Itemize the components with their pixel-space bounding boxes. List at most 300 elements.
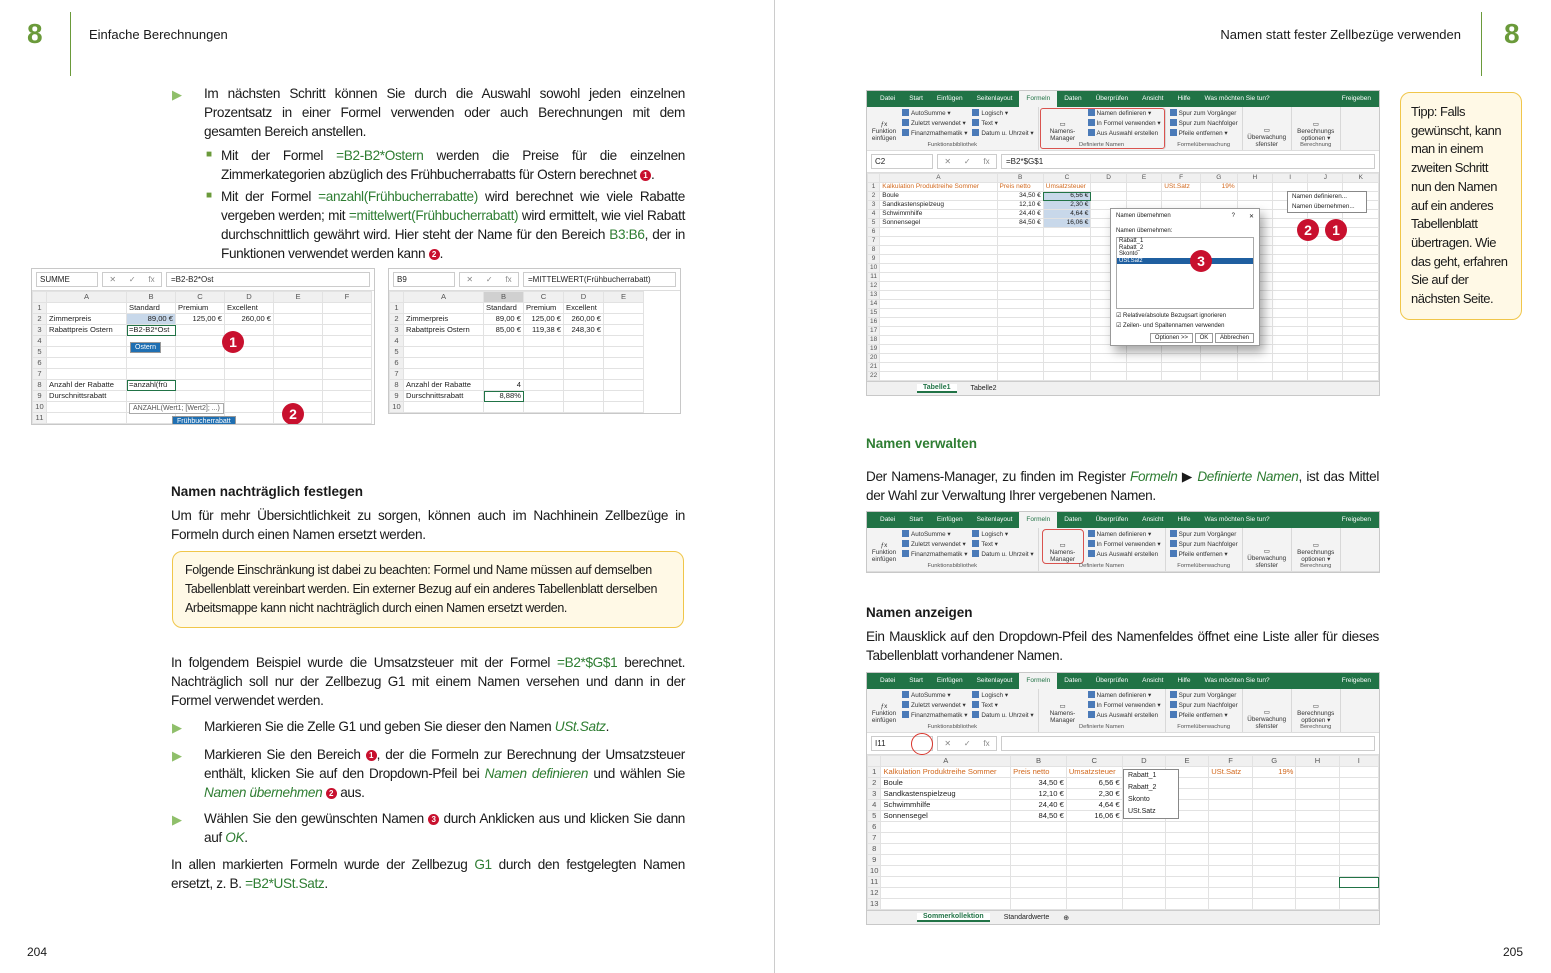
cell[interactable] (225, 369, 274, 380)
sheet-tab[interactable]: Tabelle1 (917, 384, 957, 393)
cell[interactable]: Sonnensegel (881, 811, 1011, 822)
ribbon-tab[interactable]: Was möchten Sie tun? (1204, 677, 1270, 684)
cell[interactable] (1343, 264, 1379, 273)
cell[interactable] (484, 336, 524, 347)
cell[interactable] (881, 866, 1011, 877)
ribbon-large-button[interactable] (871, 109, 897, 142)
cell[interactable] (1165, 877, 1208, 888)
cell[interactable] (1339, 833, 1378, 844)
cell[interactable] (1066, 833, 1122, 844)
cell[interactable] (880, 318, 997, 327)
cell[interactable] (274, 380, 323, 391)
ribbon-button[interactable] (1170, 530, 1238, 538)
cell[interactable] (1252, 822, 1295, 833)
cell[interactable]: 34,50 € (997, 192, 1043, 201)
column-header[interactable]: B (484, 292, 524, 303)
cell[interactable] (1011, 899, 1067, 910)
name-box[interactable]: SUMME (36, 272, 98, 287)
cell[interactable] (1343, 255, 1379, 264)
close-icon[interactable]: ✕ (1248, 214, 1254, 220)
cell[interactable] (1343, 219, 1379, 228)
cell[interactable] (880, 237, 997, 246)
cell[interactable] (1162, 372, 1201, 381)
cell[interactable] (1066, 855, 1122, 866)
cell[interactable] (404, 402, 484, 413)
cell[interactable] (323, 391, 372, 402)
cell[interactable]: 24,40 € (997, 210, 1043, 219)
cell[interactable] (1273, 372, 1308, 381)
cell[interactable] (1273, 282, 1308, 291)
cell[interactable]: 16,06 € (1066, 811, 1122, 822)
list-item[interactable]: Rabatt_1 (1119, 238, 1144, 244)
cell[interactable] (880, 228, 997, 237)
cell[interactable] (1209, 866, 1253, 877)
cell[interactable] (1237, 354, 1273, 363)
cell[interactable] (1308, 372, 1343, 381)
cell[interactable] (176, 369, 225, 380)
ribbon-tab[interactable]: Überprüfen (1095, 677, 1129, 684)
cell[interactable] (1273, 345, 1308, 354)
checkbox-use-names[interactable]: ☑ Zeilen- und Spaltennamen verwenden (1116, 323, 1225, 329)
column-header[interactable]: I (1273, 174, 1308, 183)
ribbon-tab[interactable]: Seitenlayout (976, 95, 1013, 102)
cell[interactable] (127, 391, 176, 402)
cell[interactable] (604, 369, 644, 380)
list-item[interactable]: Rabatt_2 (1119, 244, 1144, 251)
cell[interactable] (1126, 363, 1161, 372)
row-header[interactable]: 1 (868, 767, 881, 778)
cell[interactable] (1091, 183, 1127, 192)
cell[interactable] (997, 327, 1043, 336)
ribbon-large-button[interactable] (1043, 530, 1083, 563)
row-header[interactable]: 7 (33, 369, 47, 380)
cell[interactable] (404, 303, 484, 314)
column-header[interactable]: A (881, 756, 1011, 767)
cell[interactable] (1043, 246, 1091, 255)
cell[interactable] (1043, 345, 1091, 354)
cell[interactable] (1043, 237, 1091, 246)
ribbon-button[interactable] (902, 711, 967, 719)
column-header[interactable]: E (604, 292, 644, 303)
cell[interactable] (1043, 354, 1091, 363)
row-header[interactable]: 21 (868, 363, 880, 372)
column-header[interactable]: C (176, 292, 225, 303)
cell[interactable] (1237, 363, 1273, 372)
cell[interactable] (1343, 336, 1379, 345)
cell[interactable] (1273, 246, 1308, 255)
cell[interactable]: 12,10 € (1011, 789, 1067, 800)
ribbon-tab[interactable]: Seitenlayout (976, 677, 1013, 684)
cell[interactable] (880, 273, 997, 282)
ribbon-button[interactable] (1088, 691, 1161, 699)
cell[interactable] (1126, 192, 1161, 201)
cell[interactable]: Sonnensegel (880, 219, 997, 228)
cell[interactable]: 260,00 € (225, 314, 274, 325)
cell[interactable] (1043, 300, 1091, 309)
ribbon-large-button[interactable] (1247, 530, 1287, 569)
ribbon-button[interactable] (902, 550, 967, 558)
cell[interactable]: Sandkastenspielzeug (880, 201, 997, 210)
row-header[interactable]: 10 (868, 866, 881, 877)
cell[interactable] (1122, 833, 1165, 844)
formula-input[interactable]: =B2*$G$1 (1001, 154, 1375, 169)
cell[interactable] (880, 354, 997, 363)
cell[interactable] (1273, 309, 1308, 318)
ribbon-tab[interactable]: Überprüfen (1095, 95, 1129, 102)
column-header[interactable]: B (1011, 756, 1067, 767)
dropdown-item[interactable]: Namen übernehmen... (1292, 203, 1355, 210)
ribbon-large-button[interactable] (1296, 691, 1336, 724)
row-header[interactable]: 3 (868, 201, 880, 210)
cell[interactable] (323, 314, 372, 325)
sheet-tab[interactable]: Sommerkollektion (917, 913, 990, 922)
cell[interactable] (1339, 800, 1378, 811)
row-header[interactable]: 18 (868, 336, 880, 345)
cell[interactable] (274, 314, 323, 325)
list-item[interactable]: Skonto (1119, 251, 1138, 257)
cell[interactable] (274, 303, 323, 314)
confirm-icon[interactable]: ✓ (128, 275, 136, 284)
cell[interactable] (1339, 822, 1378, 833)
ribbon-button[interactable] (972, 109, 1033, 117)
cell[interactable] (1343, 291, 1379, 300)
cell[interactable] (1252, 789, 1295, 800)
cell[interactable]: Preis netto (1011, 767, 1067, 778)
cell[interactable] (1343, 309, 1379, 318)
cell[interactable] (604, 358, 644, 369)
confirm-icon[interactable]: ✓ (485, 275, 493, 284)
row-header[interactable]: 20 (868, 354, 880, 363)
ribbon-button[interactable] (1170, 540, 1238, 548)
cell[interactable]: Sandkastenspielzeug (881, 789, 1011, 800)
column-header[interactable]: C (1043, 174, 1091, 183)
cell[interactable] (524, 369, 564, 380)
cell[interactable] (47, 402, 127, 413)
cell[interactable] (880, 309, 997, 318)
cell[interactable] (1209, 822, 1253, 833)
cell[interactable] (1339, 855, 1378, 866)
cell[interactable] (997, 345, 1043, 354)
cell[interactable]: =B2-B2*Ost (127, 325, 176, 336)
row-header[interactable]: 22 (868, 372, 880, 381)
row-header[interactable]: 6 (868, 228, 880, 237)
cell[interactable] (1273, 264, 1308, 273)
cell[interactable] (1273, 273, 1308, 282)
cell[interactable] (1011, 888, 1067, 899)
ribbon-button[interactable] (1170, 550, 1238, 558)
column-header[interactable]: H (1237, 174, 1273, 183)
ribbon-button[interactable] (1170, 129, 1238, 137)
cell[interactable] (47, 336, 127, 347)
cell[interactable] (1122, 844, 1165, 855)
column-header[interactable]: H (1296, 756, 1339, 767)
cell[interactable] (1308, 291, 1343, 300)
cell[interactable] (880, 336, 997, 345)
column-header[interactable]: I (1339, 756, 1378, 767)
cell[interactable] (604, 325, 644, 336)
cell[interactable]: Umsatzsteuer (1043, 183, 1091, 192)
cell[interactable] (997, 300, 1043, 309)
ribbon-button[interactable] (902, 530, 967, 538)
cell[interactable] (404, 358, 484, 369)
name-box[interactable]: I11 (871, 736, 933, 751)
cell[interactable] (127, 358, 176, 369)
cell[interactable]: 260,00 € (564, 314, 604, 325)
cell[interactable] (564, 336, 604, 347)
cell[interactable]: 125,00 € (524, 314, 564, 325)
cell[interactable] (1011, 866, 1067, 877)
dropdown-item[interactable]: Skonto (1128, 796, 1150, 803)
cell[interactable] (1209, 877, 1253, 888)
cell[interactable] (1011, 855, 1067, 866)
cell[interactable]: 8,88% (484, 391, 524, 402)
row-header[interactable]: 2 (868, 778, 881, 789)
cell[interactable] (1296, 888, 1339, 899)
formula-input[interactable] (1001, 736, 1375, 751)
row-header[interactable]: 6 (868, 822, 881, 833)
cell[interactable] (1043, 255, 1091, 264)
cell[interactable] (274, 325, 323, 336)
cell[interactable] (564, 347, 604, 358)
cell[interactable] (323, 347, 372, 358)
cell[interactable] (404, 336, 484, 347)
cell[interactable] (997, 354, 1043, 363)
cell[interactable] (225, 358, 274, 369)
cell[interactable] (225, 380, 274, 391)
cell[interactable] (1011, 822, 1067, 833)
cell[interactable] (881, 855, 1011, 866)
cell[interactable] (1343, 372, 1379, 381)
column-header[interactable]: E (274, 292, 323, 303)
row-header[interactable]: 1 (868, 183, 880, 192)
cell[interactable] (1273, 318, 1308, 327)
cell[interactable] (1252, 888, 1295, 899)
row-header[interactable]: 11 (33, 413, 47, 424)
cell[interactable] (1091, 363, 1127, 372)
column-header[interactable]: D (225, 292, 274, 303)
cell[interactable] (1165, 866, 1208, 877)
cell[interactable]: Boule (880, 192, 997, 201)
corner-cell[interactable] (390, 292, 404, 303)
cell[interactable] (1066, 888, 1122, 899)
cancel-button[interactable]: Abbrechen (1215, 333, 1254, 343)
confirm-icon[interactable]: ✓ (963, 739, 971, 748)
row-header[interactable]: 5 (868, 219, 880, 228)
cell[interactable] (225, 391, 274, 402)
ribbon-large-button[interactable] (1247, 691, 1287, 730)
ribbon-tab[interactable]: Einfügen (936, 677, 963, 684)
cell[interactable] (1126, 372, 1161, 381)
cell[interactable] (1339, 789, 1378, 800)
cell[interactable] (1209, 844, 1253, 855)
cell[interactable] (1339, 844, 1378, 855)
cell[interactable] (1308, 273, 1343, 282)
cell[interactable] (323, 380, 372, 391)
sheet-tab[interactable]: Tabelle2 (970, 385, 997, 392)
cell[interactable] (1209, 778, 1253, 789)
column-header[interactable]: D (1091, 174, 1127, 183)
cancel-icon[interactable]: ✕ (944, 157, 952, 166)
cell[interactable] (880, 282, 997, 291)
cell[interactable] (1126, 354, 1161, 363)
column-header[interactable]: E (1165, 756, 1208, 767)
cell[interactable] (127, 413, 176, 424)
column-header[interactable]: G (1252, 756, 1295, 767)
corner-cell[interactable] (868, 756, 881, 767)
row-header[interactable]: 5 (33, 347, 47, 358)
cell[interactable] (881, 877, 1011, 888)
ribbon-button[interactable] (1088, 530, 1161, 538)
ribbon-tab[interactable]: Hilfe (1177, 677, 1191, 684)
cell[interactable] (1296, 899, 1339, 910)
cell[interactable] (176, 347, 225, 358)
fx-icon[interactable]: fx (505, 275, 512, 284)
cell[interactable]: Durschnittsrabatt (404, 391, 484, 402)
cell[interactable]: 24,40 € (1011, 800, 1067, 811)
ribbon-tab[interactable]: Datei (880, 516, 896, 523)
cell[interactable]: Anzahl der Rabatte (404, 380, 484, 391)
cell[interactable]: 4,64 € (1043, 210, 1091, 219)
column-header[interactable]: F (1162, 174, 1201, 183)
ribbon-button[interactable] (972, 711, 1033, 719)
cell[interactable]: 84,50 € (1011, 811, 1067, 822)
cell[interactable]: USt.Satz (1209, 767, 1253, 778)
names-listbox[interactable] (1116, 237, 1254, 309)
cell[interactable] (404, 347, 484, 358)
cell[interactable]: =anzahl(frü (127, 380, 176, 391)
cell[interactable] (880, 255, 997, 264)
cell[interactable] (1162, 354, 1201, 363)
cell[interactable] (1237, 372, 1273, 381)
row-header[interactable]: 9 (868, 855, 881, 866)
cell[interactable] (564, 358, 604, 369)
ribbon-tab[interactable]: Einfügen (936, 95, 963, 102)
cell[interactable] (1043, 228, 1091, 237)
row-header[interactable]: 10 (868, 264, 880, 273)
cell[interactable] (1091, 354, 1127, 363)
formula-input[interactable]: =MITTELWERT(Frühbucherrabatt) (523, 272, 676, 287)
row-header[interactable]: 15 (868, 309, 880, 318)
ribbon-tab[interactable]: Was möchten Sie tun? (1204, 516, 1270, 523)
name-box[interactable]: C2 (871, 154, 933, 169)
cell[interactable] (1252, 800, 1295, 811)
cell[interactable] (274, 347, 323, 358)
cell[interactable] (880, 327, 997, 336)
cell[interactable] (1162, 192, 1201, 201)
cell[interactable] (274, 391, 323, 402)
ribbon-tab[interactable]: Seitenlayout (976, 516, 1013, 523)
cell[interactable] (484, 358, 524, 369)
cell[interactable] (484, 347, 524, 358)
ribbon-tab[interactable]: Hilfe (1177, 95, 1191, 102)
cell[interactable]: 84,50 € (997, 219, 1043, 228)
row-header[interactable]: 16 (868, 318, 880, 327)
cell[interactable] (1343, 228, 1379, 237)
cell[interactable] (604, 336, 644, 347)
cell[interactable] (997, 282, 1043, 291)
cell[interactable] (1343, 237, 1379, 246)
ribbon-tab[interactable]: Start (909, 516, 923, 523)
row-header[interactable]: 2 (868, 192, 880, 201)
row-header[interactable]: 4 (868, 800, 881, 811)
row-header[interactable]: 13 (868, 291, 880, 300)
dropdown-item[interactable]: USt.Satz (1128, 808, 1156, 815)
cell[interactable] (1043, 336, 1091, 345)
cell[interactable]: Anzahl der Rabatte (47, 380, 127, 391)
cell[interactable] (1200, 372, 1237, 381)
row-header[interactable]: 2 (390, 314, 404, 325)
column-header[interactable]: D (564, 292, 604, 303)
cell[interactable]: 125,00 € (176, 314, 225, 325)
cell[interactable]: Excellent (225, 303, 274, 314)
cell[interactable]: Rabattpreis Ostern (47, 325, 127, 336)
row-header[interactable]: 17 (868, 327, 880, 336)
row-header[interactable]: 9 (33, 391, 47, 402)
cell[interactable] (997, 246, 1043, 255)
row-header[interactable]: 1 (390, 303, 404, 314)
ribbon-button[interactable] (1088, 129, 1161, 137)
column-header[interactable]: B (127, 292, 176, 303)
row-header[interactable]: 8 (33, 380, 47, 391)
cell[interactable] (1252, 899, 1295, 910)
cell[interactable] (1200, 192, 1237, 201)
fx-icon[interactable]: fx (983, 157, 990, 166)
column-header[interactable]: F (323, 292, 372, 303)
ribbon-button[interactable] (972, 701, 1033, 709)
cell[interactable]: 4 (484, 380, 524, 391)
cell[interactable] (1165, 844, 1208, 855)
row-header[interactable]: 10 (33, 402, 47, 413)
cell[interactable] (1162, 363, 1201, 372)
ribbon-button[interactable] (972, 691, 1033, 699)
cell[interactable] (323, 325, 372, 336)
cell[interactable] (1122, 822, 1165, 833)
cell[interactable] (524, 402, 564, 413)
cell[interactable] (997, 237, 1043, 246)
cell[interactable]: Umsatzsteuer (1066, 767, 1122, 778)
row-header[interactable]: 8 (868, 844, 881, 855)
cell[interactable] (1296, 800, 1339, 811)
cell[interactable] (1091, 192, 1127, 201)
column-header[interactable]: B (997, 174, 1043, 183)
cell[interactable] (1343, 327, 1379, 336)
cell[interactable] (1252, 778, 1295, 789)
cell[interactable] (1011, 877, 1067, 888)
dropdown-item[interactable]: Rabatt_1 (1128, 772, 1157, 779)
cell[interactable] (1252, 833, 1295, 844)
cell[interactable] (997, 228, 1043, 237)
ribbon-large-button[interactable] (871, 530, 897, 563)
cell[interactable] (1043, 264, 1091, 273)
cell[interactable] (1296, 789, 1339, 800)
cell[interactable]: Zimmerpreis (47, 314, 127, 325)
cell[interactable] (176, 380, 225, 391)
ribbon-tab[interactable]: Daten (1064, 677, 1082, 684)
column-header[interactable]: A (404, 292, 484, 303)
cell[interactable] (1043, 273, 1091, 282)
cell[interactable] (274, 369, 323, 380)
cell[interactable] (1252, 811, 1295, 822)
cell[interactable] (1252, 877, 1295, 888)
cell[interactable] (1343, 354, 1379, 363)
cell[interactable]: 34,50 € (1011, 778, 1067, 789)
ribbon-button[interactable] (1170, 691, 1238, 699)
cell[interactable] (1011, 833, 1067, 844)
column-header[interactable]: J (1308, 174, 1343, 183)
ribbon-large-button[interactable] (1043, 691, 1083, 724)
cell[interactable] (1296, 833, 1339, 844)
cell[interactable] (1308, 264, 1343, 273)
